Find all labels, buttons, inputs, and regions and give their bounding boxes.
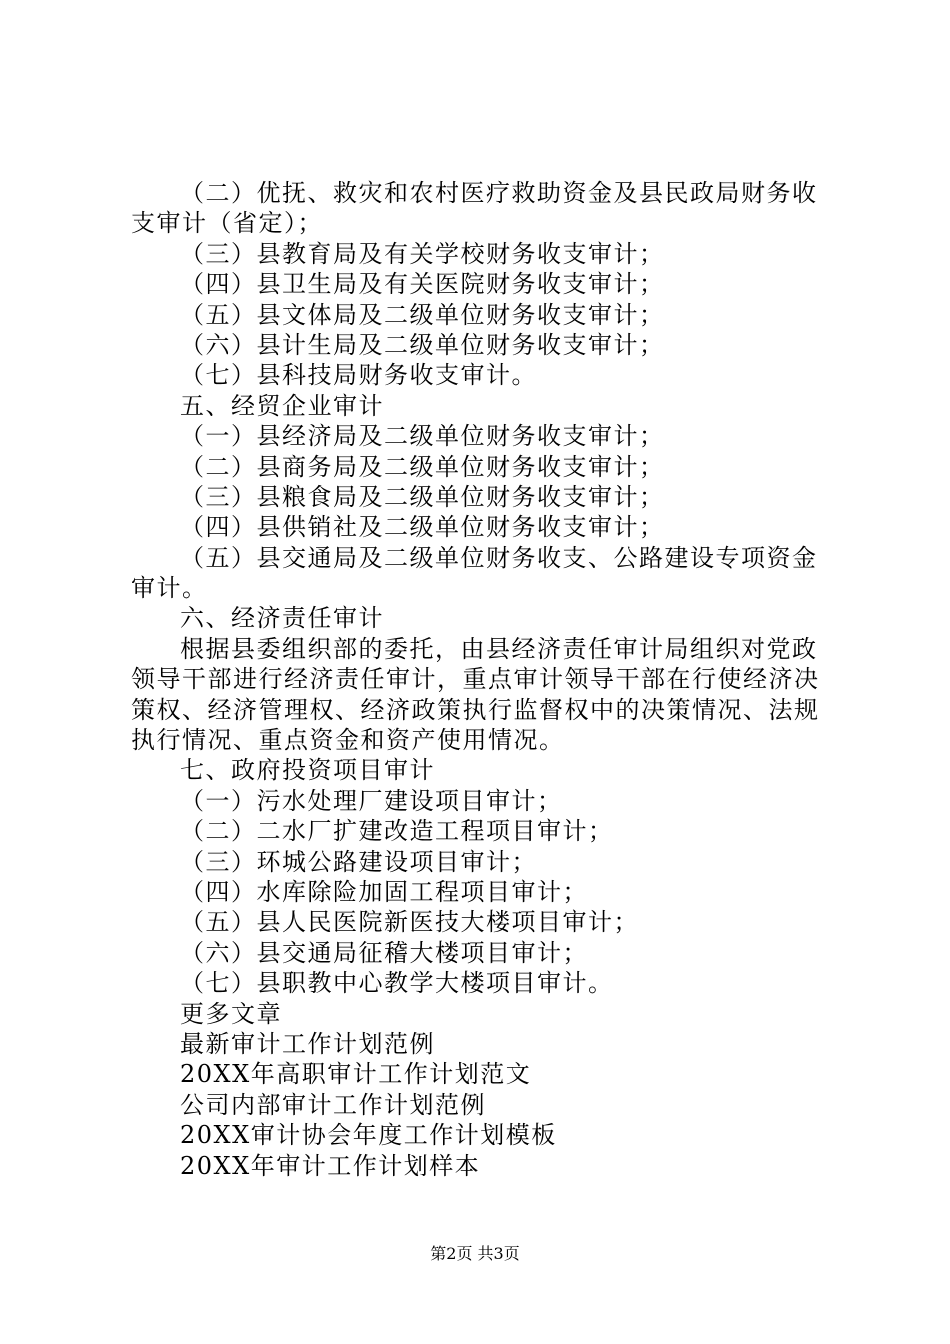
text-line: 公司内部审计工作计划范例 [180,1090,486,1119]
text-line: 最新审计工作计划范例 [180,1029,435,1058]
text-line: 六、经济责任审计 [180,604,384,633]
text-line: 审计。 [131,574,208,603]
text-line: （三）县教育局及有关学校财务收支审计； [180,239,665,268]
text-line: （二）县商务局及二级单位财务收支审计； [180,452,665,481]
text-line: （五）县文体局及二级单位财务收支审计； [180,300,665,329]
text-line: 策权、经济管理权、经济政策执行监督权中的决策情况、法规 [131,695,820,724]
text-line: 根据县委组织部的委托，由县经济责任审计局组织对党政 [180,634,818,663]
text-line: 领导干部进行经济责任审计，重点审计领导干部在行使经济决 [131,665,820,694]
text-line: 20XX年高职审计工作计划范文 [180,1060,532,1089]
page-footer: 第2页 共3页 [430,1244,520,1263]
text-line: 20XX年审计工作计划样本 [180,1151,481,1180]
text-line: （四）水库除险加固工程项目审计； [180,877,588,906]
text-line: （四）县供销社及二级单位财务收支审计； [180,513,665,542]
document-body [131,178,833,1181]
text-line: （五）县人民医院新医技大楼项目审计； [180,908,639,937]
text-line: 更多文章 [180,999,282,1028]
text-line: 七、政府投资项目审计 [180,756,435,785]
text-line: （一）污水处理厂建设项目审计； [180,786,563,815]
text-line: （三）环城公路建设项目审计； [180,847,537,876]
text-line: （三）县粮食局及二级单位财务收支审计； [180,482,665,511]
text-line: （四）县卫生局及有关医院财务收支审计； [180,270,665,299]
text-line: 执行情况、重点资金和资产使用情况。 [131,726,565,755]
text-line: （七）县科技局财务收支审计。 [180,361,537,390]
text-line: （七）县职教中心教学大楼项目审计。 [180,969,614,998]
text-line: （二）二水厂扩建改造工程项目审计； [180,817,614,846]
text-line: （六）县计生局及二级单位财务收支审计； [180,330,665,359]
text-line: 支审计（省定）； [131,209,323,238]
text-line: （五）县交通局及二级单位财务收支、公路建设专项资金 [180,543,818,572]
text-line: 20XX审计协会年度工作计划模板 [180,1121,557,1150]
text-line: 五、经贸企业审计 [180,391,384,420]
text-line: （六）县交通局征稽大楼项目审计； [180,938,588,967]
text-line: （一）县经济局及二级单位财务收支审计； [180,422,665,451]
text-line: （二）优抚、救灾和农村医疗救助资金及县民政局财务收 [180,179,818,207]
